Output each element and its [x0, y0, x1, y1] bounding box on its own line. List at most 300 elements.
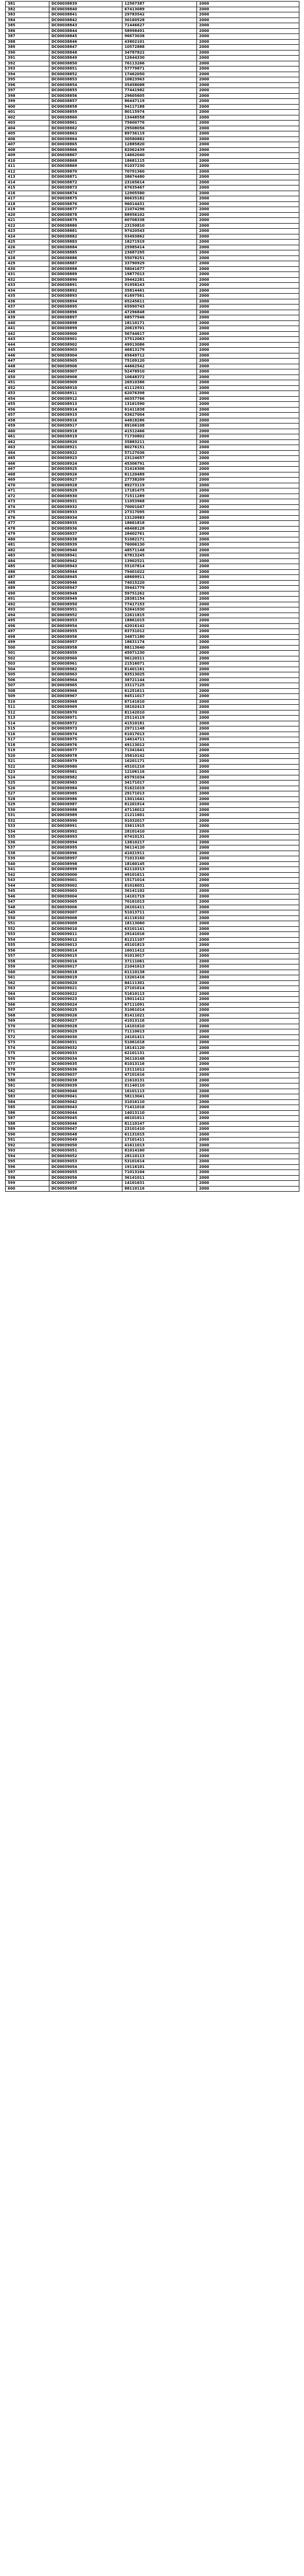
row-index-cell: 410: [6, 158, 49, 164]
row-index-cell: 401: [6, 110, 49, 115]
table-row: [6, 910, 299, 916]
row-index-cell: 564: [6, 991, 49, 997]
table-row: [6, 45, 299, 50]
amount-cell: 2000: [197, 50, 299, 56]
row-index-cell: 480: [6, 537, 49, 543]
number-cell: 14662040: [122, 153, 197, 159]
amount-cell: 2000: [197, 916, 299, 921]
number-cell: 23150810: [122, 223, 197, 229]
row-index-cell: 507: [6, 683, 49, 689]
number-cell: 21211601: [122, 813, 197, 819]
amount-cell: 2000: [197, 164, 299, 170]
table-row: [6, 667, 299, 672]
row-index-cell: 464: [6, 450, 49, 456]
table-row: [6, 380, 299, 386]
amount-cell: 2000: [197, 147, 299, 153]
table-row: [6, 337, 299, 343]
code-cell: DC00038849: [49, 56, 122, 61]
table-row: [6, 56, 299, 61]
row-index-cell: 420: [6, 212, 49, 218]
amount-cell: 2000: [197, 66, 299, 72]
code-cell: DC00038973: [49, 726, 122, 732]
code-cell: DC00038921: [49, 445, 122, 451]
number-cell: 17462050: [122, 72, 197, 77]
number-cell: 91411838: [122, 407, 197, 413]
amount-cell: 2000: [197, 526, 299, 532]
number-cell: 11053968: [122, 499, 197, 505]
amount-cell: 2000: [197, 716, 299, 721]
number-cell: 94117188: [122, 104, 197, 110]
number-cell: 91140110: [122, 1083, 197, 1089]
amount-cell: 2000: [197, 651, 299, 656]
code-cell: DC00038958: [49, 645, 122, 651]
code-cell: DC00039030: [49, 1035, 122, 1040]
table-row: [6, 1181, 299, 1187]
table-row: [6, 926, 299, 932]
number-cell: 21074296: [122, 207, 197, 213]
number-cell: 13111012: [122, 1067, 197, 1073]
table-row: [6, 688, 299, 694]
code-cell: DC00038965: [49, 683, 122, 689]
table-row: [6, 110, 299, 115]
number-cell: 30580882: [122, 137, 197, 142]
row-index-cell: 391: [6, 56, 49, 61]
row-index-cell: 587: [6, 1116, 49, 1122]
row-index-cell: 475: [6, 510, 49, 516]
amount-cell: 2000: [197, 959, 299, 964]
code-cell: DC00038916: [49, 418, 122, 423]
row-index-cell: 534: [6, 829, 49, 835]
number-cell: 18110171: [122, 320, 197, 326]
code-cell: DC00039004: [49, 894, 122, 900]
code-cell: DC00039018: [49, 970, 122, 975]
code-cell: DC00039034: [49, 1056, 122, 1062]
code-cell: DC00038926: [49, 472, 122, 478]
number-cell: 46813179: [122, 348, 197, 353]
table-row: [6, 786, 299, 791]
table-row: [6, 77, 299, 83]
amount-cell: 2000: [197, 748, 299, 754]
row-index-cell: 394: [6, 72, 49, 77]
code-cell: DC00039029: [49, 1029, 122, 1035]
row-index-cell: 387: [6, 34, 49, 40]
amount-cell: 2000: [197, 1175, 299, 1181]
code-cell: DC00038853: [49, 77, 122, 83]
number-cell: 67141610: [122, 699, 197, 705]
table-row: [6, 742, 299, 748]
code-cell: DC00039033: [49, 1051, 122, 1057]
code-cell: DC00038992: [49, 829, 122, 835]
number-cell: 96120311: [122, 656, 197, 662]
table-row: [6, 331, 299, 337]
amount-cell: 2000: [197, 1002, 299, 1008]
row-index-cell: 595: [6, 1159, 49, 1165]
code-cell: DC00038994: [49, 840, 122, 845]
table-row: [6, 115, 299, 121]
row-index-cell: 467: [6, 467, 49, 472]
code-cell: DC00038932: [49, 504, 122, 510]
amount-cell: 2000: [197, 818, 299, 824]
number-cell: 65245611: [122, 299, 197, 304]
table-row: [6, 488, 299, 494]
amount-cell: 2000: [197, 786, 299, 791]
table-row: [6, 1164, 299, 1170]
row-index-cell: 481: [6, 543, 49, 548]
table-row: [6, 348, 299, 353]
code-cell: DC00038972: [49, 721, 122, 726]
number-cell: 53101614: [122, 1159, 197, 1165]
amount-cell: 2000: [197, 845, 299, 851]
row-index-cell: 533: [6, 824, 49, 829]
amount-cell: 2000: [197, 964, 299, 970]
table-row: [6, 1051, 299, 1057]
number-cell: 48468128: [122, 526, 197, 532]
number-cell: 18681115: [122, 158, 197, 164]
code-cell: DC00038907: [49, 369, 122, 375]
table-row: [6, 72, 299, 77]
amount-cell: 2000: [197, 980, 299, 986]
code-cell: DC00038890: [49, 277, 122, 283]
table-row: [6, 1159, 299, 1165]
table-row: [6, 272, 299, 278]
amount-cell: 2000: [197, 1105, 299, 1111]
amount-cell: 2000: [197, 1099, 299, 1105]
number-cell: 62110313: [122, 867, 197, 873]
amount-cell: 2000: [197, 569, 299, 575]
amount-cell: 2000: [197, 1181, 299, 1187]
table-row: [6, 802, 299, 808]
row-index-cell: 577: [6, 1062, 49, 1067]
row-index-cell: 454: [6, 396, 49, 402]
number-cell: 49101611: [122, 872, 197, 878]
row-index-cell: 414: [6, 180, 49, 185]
amount-cell: 2000: [197, 1132, 299, 1138]
row-index-cell: 580: [6, 1078, 49, 1083]
amount-cell: 2000: [197, 175, 299, 180]
table-row: [6, 889, 299, 894]
number-cell: 61131015: [122, 1132, 197, 1138]
amount-cell: 2000: [197, 564, 299, 570]
number-cell: 18271919: [122, 240, 197, 245]
table-row: [6, 439, 299, 445]
table-row: [6, 1024, 299, 1029]
code-cell: DC00038979: [49, 759, 122, 765]
table-row: [6, 353, 299, 359]
code-cell: DC00038877: [49, 207, 122, 213]
amount-cell: 2000: [197, 802, 299, 808]
number-cell: 15171014: [122, 878, 197, 884]
code-cell: DC00039007: [49, 910, 122, 916]
table-row: [6, 364, 299, 369]
row-index-cell: 505: [6, 672, 49, 678]
number-cell: 81110147: [122, 1121, 197, 1127]
table-row: [6, 391, 299, 397]
code-cell: DC00038843: [49, 23, 122, 29]
code-cell: DC00038923: [49, 456, 122, 462]
row-index-cell: 569: [6, 1019, 49, 1024]
code-cell: DC00038876: [49, 201, 122, 207]
row-index-cell: 390: [6, 50, 49, 56]
row-index-cell: 423: [6, 229, 49, 234]
amount-cell: 2000: [197, 1170, 299, 1176]
row-index-cell: 426: [6, 245, 49, 250]
amount-cell: 2000: [197, 375, 299, 380]
code-cell: DC00038897: [49, 315, 122, 321]
number-cell: 80276151: [122, 445, 197, 451]
number-cell: 58041677: [122, 266, 197, 272]
table-row: [6, 299, 299, 304]
table-row: [6, 543, 299, 548]
number-cell: 24101411: [122, 1035, 197, 1040]
row-index-cell: 571: [6, 1029, 49, 1035]
code-cell: DC00039031: [49, 1040, 122, 1046]
code-cell: DC00038953: [49, 618, 122, 624]
code-cell: DC00039010: [49, 926, 122, 932]
amount-cell: 2000: [197, 629, 299, 635]
code-cell: DC00039015: [49, 954, 122, 959]
row-index-cell: 440: [6, 320, 49, 326]
row-index-cell: 579: [6, 1073, 49, 1078]
row-index-cell: 491: [6, 597, 49, 602]
row-index-cell: 393: [6, 66, 49, 72]
table-row: [6, 937, 299, 943]
row-index-cell: 465: [6, 456, 49, 462]
table-row: [6, 813, 299, 819]
code-cell: DC00039017: [49, 964, 122, 970]
number-cell: 12106116: [122, 770, 197, 775]
amount-cell: 2000: [197, 558, 299, 564]
table-row: [6, 1019, 299, 1024]
row-index-cell: 436: [6, 299, 49, 304]
row-index-cell: 578: [6, 1067, 49, 1073]
table-row: [6, 840, 299, 845]
number-cell: 71411016: [122, 1105, 197, 1111]
code-cell: DC00039049: [49, 1138, 122, 1143]
row-index-cell: 545: [6, 889, 49, 894]
code-cell: DC00038864: [49, 137, 122, 142]
amount-cell: 2000: [197, 759, 299, 765]
number-cell: 10648372: [122, 375, 197, 380]
code-cell: DC00038863: [49, 131, 122, 137]
amount-cell: 2000: [197, 488, 299, 494]
row-index-cell: 471: [6, 488, 49, 494]
code-cell: DC00038858: [49, 104, 122, 110]
number-cell: 75600776: [122, 121, 197, 126]
amount-cell: 2000: [197, 894, 299, 900]
code-cell: DC00038880: [49, 223, 122, 229]
number-cell: 63627004: [122, 413, 197, 418]
amount-cell: 2000: [197, 781, 299, 786]
row-index-cell: 478: [6, 526, 49, 532]
row-index-cell: 424: [6, 234, 49, 240]
number-cell: 18160145: [122, 861, 197, 867]
amount-cell: 2000: [197, 34, 299, 40]
code-cell: DC00038893: [49, 294, 122, 299]
row-index-cell: 421: [6, 218, 49, 224]
amount-cell: 2000: [197, 240, 299, 245]
code-cell: DC00039022: [49, 991, 122, 997]
code-cell: DC00038957: [49, 640, 122, 646]
amount-cell: 2000: [197, 185, 299, 191]
amount-cell: 2000: [197, 478, 299, 483]
code-cell: DC00038878: [49, 212, 122, 218]
row-index-cell: 524: [6, 775, 49, 781]
code-cell: DC00038859: [49, 110, 122, 115]
amount-cell: 2000: [197, 796, 299, 802]
number-cell: 35458088: [122, 82, 197, 88]
row-index-cell: 555: [6, 943, 49, 948]
table-row: [6, 467, 299, 472]
number-cell: 75109120: [122, 359, 197, 364]
number-cell: 51013711: [122, 910, 197, 916]
row-index-cell: 560: [6, 970, 49, 975]
table-row: [6, 1148, 299, 1154]
table-row: [6, 256, 299, 261]
row-index-cell: 437: [6, 304, 49, 310]
table-row: [6, 326, 299, 332]
row-index-cell: 451: [6, 380, 49, 386]
amount-cell: 2000: [197, 970, 299, 975]
table-row: [6, 1105, 299, 1111]
number-cell: 57127036: [122, 450, 197, 456]
table-row: [6, 1154, 299, 1159]
amount-cell: 2000: [197, 840, 299, 845]
number-cell: 59751262: [122, 591, 197, 597]
code-cell: DC00038855: [49, 88, 122, 94]
number-cell: 41510181: [122, 721, 197, 726]
table-row: [6, 18, 299, 23]
amount-cell: 2000: [197, 543, 299, 548]
code-cell: DC00039040: [49, 1089, 122, 1094]
row-index-cell: 557: [6, 954, 49, 959]
amount-cell: 2000: [197, 18, 299, 23]
code-cell: DC00038911: [49, 391, 122, 397]
code-cell: DC00039037: [49, 1073, 122, 1078]
table-row: [6, 494, 299, 499]
table-row: [6, 304, 299, 310]
amount-cell: 2000: [197, 342, 299, 348]
row-index-cell: 408: [6, 147, 49, 153]
code-cell: DC00038856: [49, 93, 122, 99]
table-row: [6, 12, 299, 18]
amount-cell: 2000: [197, 234, 299, 240]
code-cell: DC00038918: [49, 429, 122, 434]
code-cell: DC00038936: [49, 526, 122, 532]
row-index-cell: 588: [6, 1121, 49, 1127]
row-index-cell: 412: [6, 169, 49, 175]
table-row: [6, 569, 299, 575]
number-cell: 38102413: [122, 705, 197, 710]
amount-cell: 2000: [197, 283, 299, 289]
table-row: [6, 677, 299, 683]
amount-cell: 2000: [197, 207, 299, 213]
number-cell: 16101113: [122, 1089, 197, 1094]
row-index-cell: 396: [6, 82, 49, 88]
number-cell: 63101141: [122, 926, 197, 932]
table-row: [6, 932, 299, 938]
table-row: [6, 413, 299, 418]
table-row: [6, 342, 299, 348]
code-cell: DC00038937: [49, 532, 122, 537]
number-cell: 93493862: [122, 234, 197, 240]
amount-cell: 2000: [197, 1164, 299, 1170]
table-row: [6, 591, 299, 597]
row-index-cell: 413: [6, 175, 49, 180]
number-cell: 36141102: [122, 889, 197, 894]
row-index-cell: 452: [6, 385, 49, 391]
row-index-cell: 498: [6, 634, 49, 640]
table-row: [6, 835, 299, 840]
number-cell: 76113266: [122, 61, 197, 66]
amount-cell: 2000: [197, 705, 299, 710]
row-index-cell: 496: [6, 623, 49, 629]
code-cell: DC00038882: [49, 234, 122, 240]
table-row: [6, 640, 299, 646]
row-index-cell: 516: [6, 732, 49, 737]
amount-cell: 2000: [197, 1148, 299, 1154]
row-index-cell: 389: [6, 45, 49, 50]
row-index-cell: 585: [6, 1105, 49, 1111]
code-cell: DC00038912: [49, 396, 122, 402]
table-row: [6, 315, 299, 321]
number-cell: 41116102: [122, 916, 197, 921]
table-row: [6, 1099, 299, 1105]
code-cell: DC00038872: [49, 180, 122, 185]
number-cell: 67410131: [122, 835, 197, 840]
code-cell: DC00038930: [49, 494, 122, 499]
code-cell: DC00039027: [49, 1019, 122, 1024]
table-row: [6, 126, 299, 131]
row-index-cell: 582: [6, 1089, 49, 1094]
code-cell: DC00038982: [49, 775, 122, 781]
code-cell: DC00038996: [49, 851, 122, 856]
row-index-cell: 542: [6, 872, 49, 878]
table-row: [6, 732, 299, 737]
amount-cell: 2000: [197, 889, 299, 894]
table-row: [6, 418, 299, 423]
table-row: [6, 369, 299, 375]
code-cell: DC00039039: [49, 1083, 122, 1089]
code-cell: DC00039008: [49, 916, 122, 921]
amount-cell: 2000: [197, 580, 299, 586]
table-row: [6, 672, 299, 678]
amount-cell: 2000: [197, 656, 299, 662]
code-cell: DC00038908: [49, 375, 122, 380]
amount-cell: 2000: [197, 45, 299, 50]
number-cell: 23687295: [122, 250, 197, 256]
number-cell: 42016142: [122, 623, 197, 629]
code-cell: DC00039032: [49, 1045, 122, 1051]
table-row: [6, 618, 299, 624]
table-row: [6, 7, 299, 12]
row-index-cell: 418: [6, 201, 49, 207]
amount-cell: 2000: [197, 169, 299, 175]
number-cell: 89106108: [122, 423, 197, 429]
code-cell: DC00038896: [49, 310, 122, 315]
table-row: [6, 137, 299, 142]
number-cell: 36110148: [122, 1056, 197, 1062]
row-index-cell: 503: [6, 662, 49, 667]
table-row: [6, 288, 299, 294]
row-index-cell: 541: [6, 867, 49, 873]
code-cell: DC00038889: [49, 272, 122, 278]
amount-cell: 2000: [197, 645, 299, 651]
amount-cell: 2000: [197, 699, 299, 705]
row-index-cell: 384: [6, 18, 49, 23]
table-row: [6, 764, 299, 770]
number-cell: 56744617: [122, 331, 197, 337]
amount-cell: 2000: [197, 770, 299, 775]
